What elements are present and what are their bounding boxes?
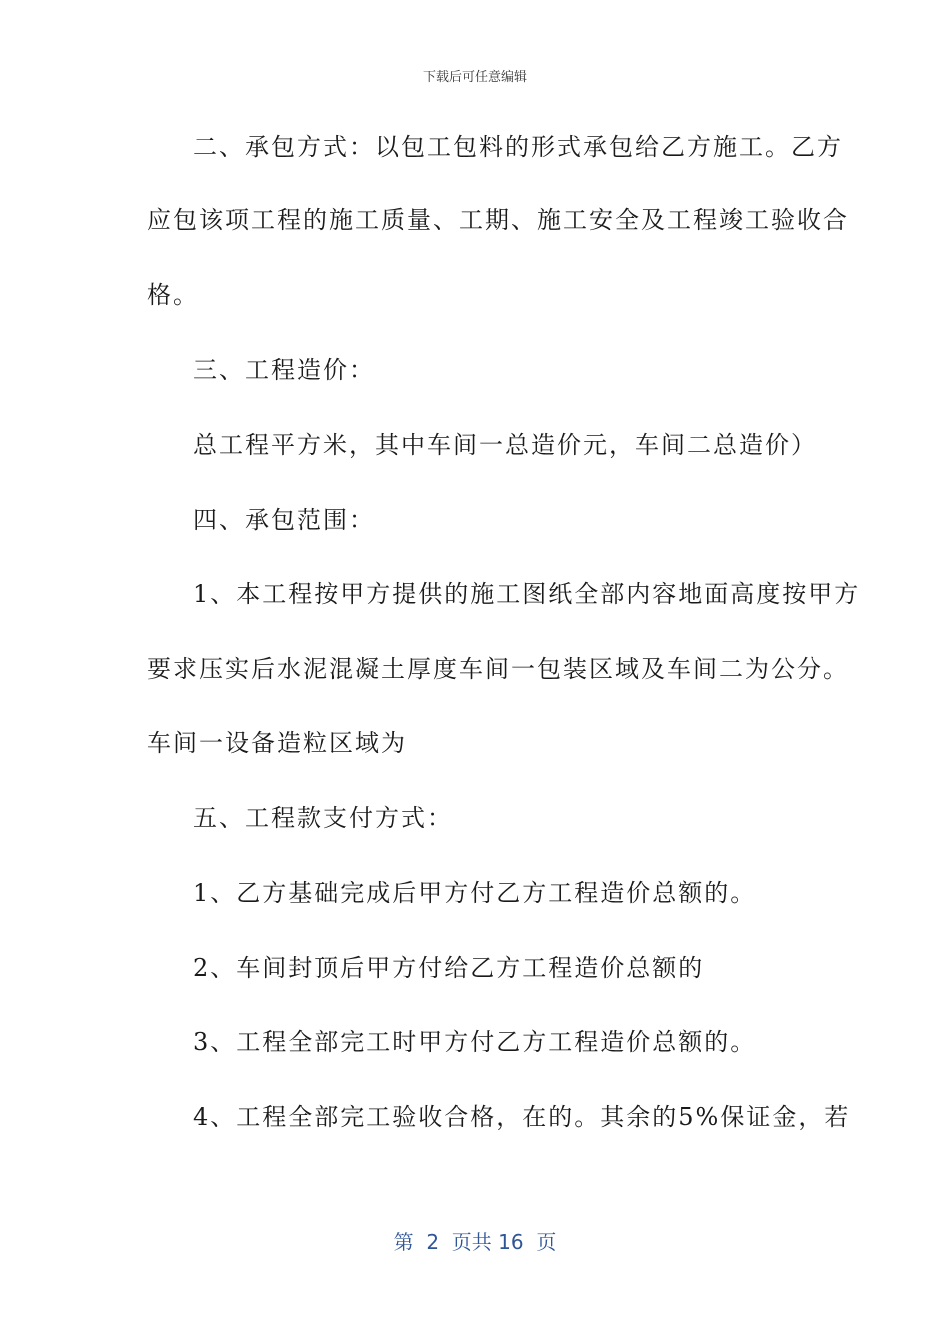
paragraph-line: 1、本工程按甲方提供的施工图纸全部内容地面高度按甲方 <box>193 580 861 608</box>
section-heading: 三、工程造价： <box>193 356 375 384</box>
list-item: 2、车间封顶后甲方付给乙方工程造价总额的 <box>193 954 705 982</box>
section-heading: 四、承包范围： <box>193 506 375 534</box>
list-item: 3、工程全部完工时甲方付乙方工程造价总额的。 <box>193 1028 757 1056</box>
list-item: 1、乙方基础完成后甲方付乙方工程造价总额的。 <box>193 879 757 907</box>
paragraph-line: 要求压实后水泥混凝土厚度车间一包装区域及车间二为公分。 <box>147 655 849 683</box>
paragraph-line: 总工程平方米，其中车间一总造价元，车间二总造价） <box>193 431 817 459</box>
paragraph-line: 格。 <box>147 281 199 309</box>
list-item: 4、工程全部完工验收合格，在的。其余的5%保证金，若 <box>193 1103 851 1131</box>
paragraph-line: 车间一设备造粒区域为 <box>147 729 407 757</box>
section-heading: 五、工程款支付方式： <box>193 804 453 832</box>
paragraph-line: 二、承包方式：以包工包料的形式承包给乙方施工。乙方 <box>193 133 843 161</box>
page-number-footer: 第 2 页共 16 页 <box>393 1230 557 1254</box>
paragraph-line: 应包该项工程的施工质量、工期、施工安全及工程竣工验收合 <box>147 206 849 234</box>
header-note: 下载后可任意编辑 <box>422 70 527 85</box>
